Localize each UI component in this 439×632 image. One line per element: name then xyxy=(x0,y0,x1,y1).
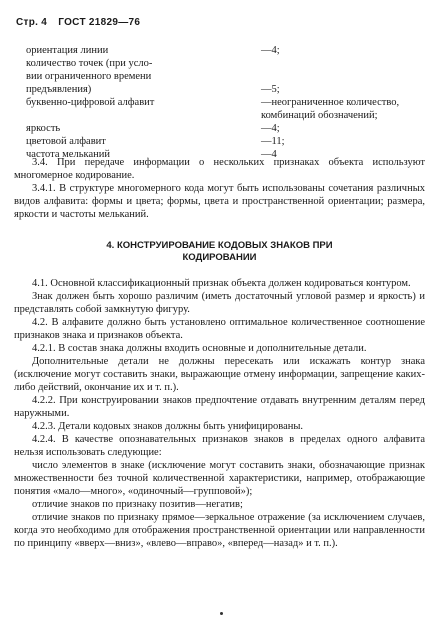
parameter-list xyxy=(14,44,424,161)
param-value: —4; xyxy=(261,123,280,134)
param-row xyxy=(14,122,424,135)
paragraph: Дополнительные детали не должны пересекать или искажать контур знака (исключение могут составить знаки, выражающие отмену информации, запрещение каких-либо действий, окончание их и т. п.). xyxy=(14,356,425,393)
param-value: —неограниченное количество, комбинаций обозначений; xyxy=(261,97,400,121)
paragraph: 4.2.2. При конструировании знаков предпочтение отдавать внутренним деталям перед наружными. xyxy=(14,395,425,419)
param-value: —5; xyxy=(261,84,280,95)
paragraph: 4.2.1. В состав знака должны входить основные и дополнительные детали. xyxy=(32,343,367,354)
param-row xyxy=(14,135,424,148)
param-value: —4; xyxy=(261,45,280,56)
paragraph: 4.2.3. Детали кодовых знаков должны быть унифицированы. xyxy=(32,421,304,432)
param-label: количество точек (при усло- вии ограниченного времени предъявления) xyxy=(26,58,153,95)
param-label: яркость xyxy=(26,123,61,134)
param-label: цветовой алфавит xyxy=(26,136,106,147)
page-number: Стр. 4 xyxy=(16,17,48,28)
paragraph: отличие знаков по признаку позитив—негатив; xyxy=(32,499,243,510)
section-title-line: КОДИРОВАНИИ xyxy=(182,252,257,263)
param-value: —11; xyxy=(261,136,285,147)
standard-code: ГОСТ 21829—76 xyxy=(58,17,141,28)
paragraph: 4.2.4. В качестве опознавательных признаков знаков в пределах одного алфавита нельзя использовать следующие: xyxy=(14,434,425,458)
param-label: буквенно-цифровой алфавит xyxy=(26,97,155,108)
paragraph: отличие знаков по признаку прямое—зеркальное отражение (за исключением случаев, когда это необходимо для отображения пространственной ориентации или направленности по принципу «вверх—вниз», «влево—вправо», «вперед—назад» и т. п.). xyxy=(14,512,425,549)
paragraph-3-4: 3.4. При передаче информации о нескольких признаках объекта используют многомерное кодирование. xyxy=(14,157,425,181)
param-label: ориентация линии xyxy=(26,45,109,56)
paragraph: 4.2. В алфавите должно быть установлено оптимальное количественное соотношение признаков знака и признаков объекта. xyxy=(14,317,425,341)
paragraph-3-4-1: 3.4.1. В структуре многомерного кода могут быть использованы сочетания различных видов алфавита: формы и цвета; формы, цвета и пространственной ориентации; размера, яркости и частоты мельканий. xyxy=(14,183,425,220)
paragraph: 4.1. Основной классификационный признак объекта должен кодироваться контуром. xyxy=(32,278,411,289)
section-title-line: 4. КОНСТРУИРОВАНИЕ КОДОВЫХ ЗНАКОВ ПРИ xyxy=(106,240,333,251)
paragraph: Знак должен быть хорошо различим (иметь достаточный угловой размер и яркость) и представлять собой замкнутую фигуру. xyxy=(14,291,425,315)
print-speck xyxy=(220,612,223,615)
param-label: частота мельканий xyxy=(26,149,110,160)
text-block-4 xyxy=(14,277,425,550)
param-row xyxy=(14,44,424,57)
param-row xyxy=(14,57,424,96)
paragraph: число элементов в знаке (исключение могут составить знаки, обозначающие признак множественности без точной количественной характеристики, например, отображающие понятия «мало—много», «одиночный—групповой»); xyxy=(14,460,425,497)
param-row xyxy=(14,96,424,122)
section-title xyxy=(14,240,425,264)
param-value: —4 xyxy=(261,149,277,160)
text-block-3-4 xyxy=(14,156,425,221)
page-header xyxy=(16,16,148,29)
